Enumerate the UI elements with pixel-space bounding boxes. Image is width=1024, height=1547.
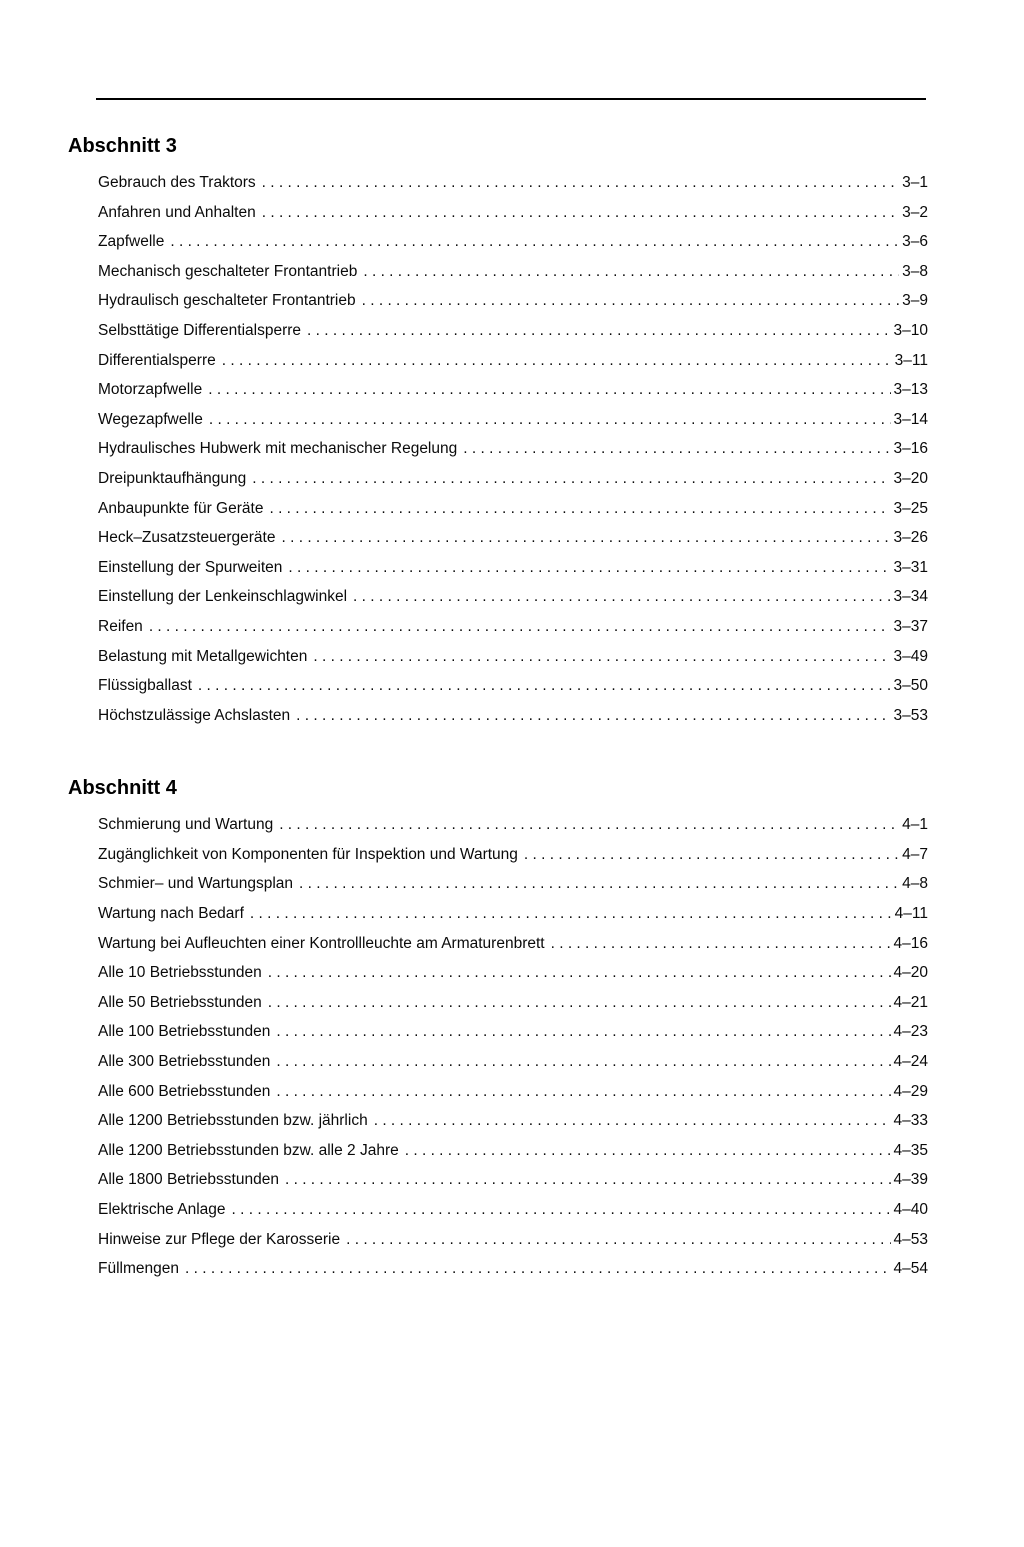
toc-entry-row (98, 434, 928, 464)
toc-leader-dots (362, 286, 900, 316)
toc-entry-page-number: 3–10 (893, 321, 928, 339)
toc-entry-row (98, 1106, 928, 1136)
toc-entry-row (98, 257, 928, 287)
toc-entry-page-number: 3–11 (894, 351, 928, 369)
toc-entry-page-number: 3–1 (902, 174, 928, 191)
toc-entry-page-number: 4–33 (893, 1112, 928, 1130)
toc-entry-page-number: 3–8 (902, 262, 928, 280)
toc-entry-page-number: 3–2 (902, 203, 928, 221)
toc-entry-title: Alle 100 Betriebsstunden (98, 1023, 271, 1041)
toc-leader-dots (296, 701, 890, 731)
toc-entry-row (98, 701, 928, 731)
toc-entry-page-number: 3–34 (893, 588, 928, 606)
toc-entry-row (98, 671, 928, 701)
toc-entry-page-number: 3–31 (893, 558, 928, 576)
section-entries (98, 810, 928, 1284)
toc-entry-row (98, 1165, 928, 1195)
toc-entry-row (98, 168, 928, 198)
toc-entry-title: Elektrische Anlage (98, 1201, 226, 1218)
toc-leader-dots (353, 582, 891, 612)
toc-entry-row (98, 869, 928, 899)
toc-leader-dots (279, 810, 899, 840)
toc-leader-dots (288, 553, 890, 583)
toc-entry-row (98, 405, 928, 435)
toc-entry-row (98, 899, 928, 929)
toc-entry-title: Alle 300 Betriebsstunden (98, 1053, 271, 1071)
toc-entry-page-number: 4–11 (894, 905, 928, 923)
toc-entry-row (98, 286, 928, 316)
toc-leader-dots (281, 523, 890, 553)
toc-entry-row (98, 494, 928, 524)
toc-leader-dots (276, 1077, 890, 1107)
toc-entry-page-number: 3–20 (893, 469, 928, 487)
toc-leader-dots (276, 1017, 890, 1047)
toc-entry-row (98, 198, 928, 228)
toc-entry-row (98, 346, 928, 376)
toc-entry-page-number: 4–54 (893, 1260, 928, 1278)
toc-entry-page-number: 3–53 (893, 706, 928, 724)
toc-entry-page-number: 3–13 (893, 381, 928, 399)
toc-entry-row (98, 553, 928, 583)
toc-entry-row (98, 316, 928, 346)
toc-leader-dots (250, 899, 892, 929)
toc-leader-dots (268, 958, 891, 988)
toc-leader-dots (346, 1225, 890, 1255)
toc-entry-title: Alle 600 Betriebsstunden (98, 1082, 271, 1100)
toc-entry-row (98, 810, 928, 840)
toc-entry-title: Hydraulisches Hubwerk mit mechanischer Regelung (98, 440, 458, 458)
toc-entry-page-number: 4–40 (893, 1201, 928, 1218)
toc-sections (0, 134, 1024, 1284)
toc-entry-row (98, 227, 928, 257)
toc-entry-title: Hinweise zur Pflege der Karosserie (98, 1230, 341, 1248)
toc-leader-dots (285, 1165, 891, 1195)
toc-leader-dots (313, 642, 890, 672)
toc-entry-row (98, 1136, 928, 1166)
toc-entry-title: Anfahren und Anhalten (98, 203, 256, 221)
toc-section (0, 776, 1024, 1284)
toc-leader-dots (209, 405, 891, 435)
toc-entry-row (98, 1077, 928, 1107)
toc-entry-page-number: 4–53 (893, 1230, 928, 1248)
toc-leader-dots (170, 227, 899, 257)
toc-entry-title: Alle 1200 Betriebsstunden bzw. jährlich (98, 1112, 368, 1130)
toc-entry-page-number: 3–37 (893, 617, 928, 635)
toc-entry-row (98, 642, 928, 672)
toc-entry-row (98, 988, 928, 1018)
toc-leader-dots (252, 464, 890, 494)
toc-entry-title: Höchstzulässige Achslasten (98, 706, 291, 724)
toc-entry-title: Wartung bei Aufleuchten einer Kontrollleuchte am Armaturenbrett (98, 934, 545, 952)
toc-leader-dots (269, 494, 890, 524)
toc-entry-row (98, 1225, 928, 1255)
toc-entry-title: Füllmengen (98, 1260, 179, 1278)
toc-entry-title: Alle 10 Betriebsstunden (98, 964, 262, 982)
toc-entry-row (98, 1047, 928, 1077)
toc-entry-page-number: 4–8 (902, 875, 928, 893)
toc-entry-title: Hydraulisch geschalteter Frontantrieb (98, 292, 356, 310)
toc-entry-page-number: 4–7 (902, 845, 928, 863)
toc-entry-page-number: 3–50 (893, 677, 928, 695)
toc-leader-dots (262, 198, 899, 228)
toc-section (0, 134, 1024, 730)
toc-entry-title: Einstellung der Spurweiten (98, 558, 283, 576)
toc-entry-page-number: 3–9 (902, 292, 928, 310)
toc-leader-dots (276, 1047, 890, 1077)
toc-entry-title: Flüssigballast (98, 677, 192, 695)
toc-entry-row (98, 464, 928, 494)
toc-leader-dots (299, 869, 899, 899)
toc-entry-page-number: 3–26 (893, 529, 928, 547)
toc-entry-title: Alle 50 Betriebsstunden (98, 993, 262, 1011)
toc-entry-title: Dreipunktaufhängung (98, 469, 247, 487)
toc-leader-dots (405, 1136, 891, 1166)
toc-entry-page-number: 3–14 (893, 410, 928, 428)
toc-entry-page-number: 3–49 (893, 647, 928, 665)
toc-page (0, 98, 1024, 1547)
toc-entry-title: Schmier– und Wartungsplan (98, 875, 293, 893)
toc-entry-title: Mechanisch geschalteter Frontantrieb (98, 262, 358, 280)
toc-leader-dots (551, 929, 891, 959)
toc-entry-row (98, 929, 928, 959)
toc-entry-page-number: 4–21 (893, 993, 928, 1011)
toc-entry-row (98, 612, 928, 642)
toc-entry-row (98, 582, 928, 612)
toc-entry-title: Wegezapfwelle (98, 410, 203, 428)
toc-leader-dots (363, 257, 899, 287)
toc-entry-title: Gebrauch des Traktors (98, 174, 256, 191)
toc-leader-dots (307, 316, 890, 346)
toc-entry-row (98, 375, 928, 405)
section-heading: Abschnitt 3 (68, 135, 177, 157)
toc-leader-dots (208, 375, 890, 405)
toc-entry-page-number: 3–16 (893, 440, 928, 458)
toc-entry-row (98, 958, 928, 988)
toc-entry-title: Alle 1200 Betriebsstunden bzw. alle 2 Jahre (98, 1141, 399, 1159)
toc-entry-page-number: 4–35 (893, 1141, 928, 1159)
section-heading: Abschnitt 4 (68, 777, 177, 800)
toc-leader-dots (185, 1254, 891, 1284)
toc-entry-page-number: 3–6 (902, 233, 928, 251)
toc-leader-dots (262, 168, 899, 198)
toc-entry-title: Heck–Zusatzsteuergeräte (98, 529, 276, 547)
section-entries (98, 168, 928, 730)
toc-entry-title: Wartung nach Bedarf (98, 905, 244, 923)
toc-entry-page-number: 4–16 (893, 934, 928, 952)
toc-entry-row (98, 523, 928, 553)
toc-entry-row (98, 1017, 928, 1047)
toc-leader-dots (463, 434, 890, 464)
toc-leader-dots (222, 346, 892, 376)
toc-entry-title: Belastung mit Metallgewichten (98, 647, 308, 665)
toc-entry-row (98, 1254, 928, 1284)
toc-leader-dots (232, 1195, 891, 1225)
toc-entry-page-number: 4–1 (902, 816, 928, 834)
toc-entry-page-number: 4–24 (893, 1053, 928, 1071)
toc-entry-title: Differentialsperre (98, 351, 216, 369)
toc-leader-dots (374, 1106, 891, 1136)
toc-entry-title: Selbsttätige Differentialsperre (98, 321, 302, 339)
toc-entry-title: Alle 1800 Betriebsstunden (98, 1171, 279, 1189)
toc-entry-page-number: 4–20 (893, 964, 928, 982)
toc-entry-page-number: 4–23 (893, 1023, 928, 1041)
toc-entry-title: Schmierung und Wartung (98, 816, 274, 834)
toc-entry-row (98, 1195, 928, 1225)
toc-entry-page-number: 4–39 (893, 1171, 928, 1189)
toc-leader-dots (198, 671, 891, 701)
toc-leader-dots (524, 840, 899, 870)
toc-entry-title: Anbaupunkte für Geräte (98, 499, 264, 517)
toc-entry-title: Zapfwelle (98, 233, 165, 251)
toc-entry-page-number: 3–25 (893, 499, 928, 517)
toc-entry-row (98, 840, 928, 870)
toc-entry-title: Motorzapfwelle (98, 381, 203, 399)
top-rule (96, 98, 926, 100)
toc-entry-title: Reifen (98, 617, 143, 635)
toc-entry-page-number: 4–29 (893, 1082, 928, 1100)
toc-entry-title: Einstellung der Lenkeinschlagwinkel (98, 588, 348, 606)
toc-leader-dots (268, 988, 891, 1018)
toc-entry-title: Zugänglichkeit von Komponenten für Inspektion und Wartung (98, 845, 518, 863)
toc-leader-dots (149, 612, 891, 642)
